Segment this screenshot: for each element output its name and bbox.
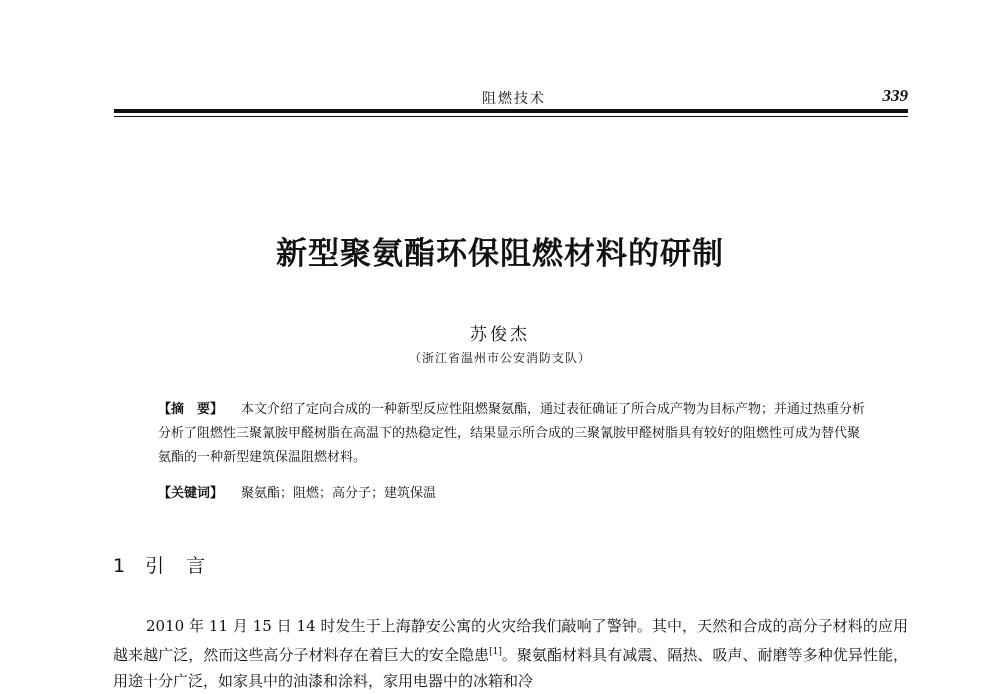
abstract-label: 【摘 要】	[158, 402, 224, 417]
body-text-part2: 。聚氨酯材料具有减震、隔热、吸声、耐磨等多种优异性能，用途十分广泛，如家具中的油漆和涂料，家用电器中的冰箱和冷	[113, 646, 908, 690]
citation-ref[interactable]: [1]	[489, 647, 502, 657]
author-affiliation: （浙江省温州市公安消防支队）	[408, 351, 591, 365]
body-text-part1: 2010 年 11 月 15 日 14 时发生于上海静安公寓的火灾给我们敲响了警钟。其中，天然和合成的高分子材料的应用越来越广泛，然而这些高分子材料存在着巨大的安全隐患	[113, 617, 908, 664]
section-heading	[113, 551, 227, 578]
section-number: 1	[113, 555, 130, 577]
section-title: 引言	[145, 555, 228, 577]
keywords-label: 【关键词】	[158, 486, 224, 501]
running-title: 阻燃技术	[482, 91, 546, 107]
author-name: 苏俊杰	[470, 325, 530, 345]
abstract-text: 本文介绍了定向合成的一种新型反应性阻燃聚氨酯，通过表征确证了所合成产物为目标产物；并通过热重分析分析了阻燃性三聚氰胺甲醛树脂在高温下的热稳定性，结果显示所合成的三聚氰胺甲醛树脂具有较好的阻燃性可成为替代聚氨酯的一种新型建筑保温阻燃材料。	[158, 402, 866, 465]
header-rule-thin	[114, 116, 908, 117]
keywords-text: 聚氨酯；阻燃；高分子；建筑保温	[241, 486, 437, 501]
page-number: 339	[882, 86, 908, 105]
header-rule-thick	[114, 109, 908, 113]
paper-title: 新型聚氨酯环保阻燃材料的研制	[276, 236, 724, 272]
keywords	[158, 482, 870, 506]
body-paragraph	[113, 613, 908, 694]
abstract	[158, 398, 870, 470]
